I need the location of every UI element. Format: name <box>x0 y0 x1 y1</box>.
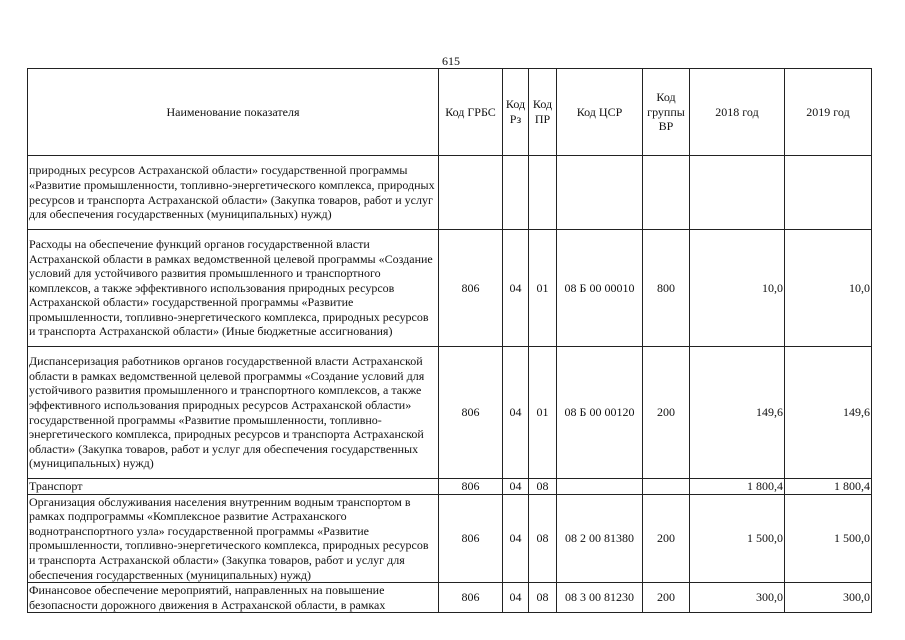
row-2019: 149,6 <box>785 347 872 479</box>
row-csr: 08 2 00 81380 <box>557 494 643 583</box>
row-rz: 04 <box>503 347 529 479</box>
row-pr <box>529 156 557 230</box>
row-2018: 1 500,0 <box>690 494 785 583</box>
row-2019 <box>785 156 872 230</box>
header-rz: Код Рз <box>503 69 529 156</box>
row-grbs: 806 <box>439 494 503 583</box>
row-csr <box>557 479 643 495</box>
row-csr <box>557 156 643 230</box>
row-rz <box>503 156 529 230</box>
table-row <box>28 494 872 583</box>
row-2019: 300,0 <box>785 583 872 613</box>
row-vr: 200 <box>643 494 690 583</box>
row-name: природных ресурсов Астраханской области» государственной программы «Развитие промышленности, топливно-энергетического комплекса, природных ресурсов и транспорта Астраханской области» (Закупка товаров, работ и услуг для обеспечения государственных (муниципальных) нужд) <box>28 156 439 230</box>
row-grbs <box>439 156 503 230</box>
row-rz: 04 <box>503 230 529 347</box>
row-name: Финансовое обеспечение мероприятий, направленных на повышение безопасности дорожного движения в Астраханской области, в рамках <box>28 583 439 613</box>
row-grbs: 806 <box>439 230 503 347</box>
row-vr <box>643 479 690 495</box>
row-vr: 200 <box>643 347 690 479</box>
row-rz: 04 <box>503 494 529 583</box>
table-row <box>28 479 872 495</box>
header-csr: Код ЦСР <box>557 69 643 156</box>
header-vr: Код группы ВР <box>643 69 690 156</box>
row-pr: 08 <box>529 583 557 613</box>
table-row <box>28 230 872 347</box>
header-2019: 2019 год <box>785 69 872 156</box>
row-vr <box>643 156 690 230</box>
row-2019: 1 800,4 <box>785 479 872 495</box>
header-grbs: Код ГРБС <box>439 69 503 156</box>
row-2018: 10,0 <box>690 230 785 347</box>
header-pr: Код ПР <box>529 69 557 156</box>
row-name: Организация обслуживания населения внутренним водным транспортом в рамках подпрограммы «Комплексное развитие Астраханского воднотранспортного узла» государственной программы «Развитие промышленности, топливно-энергетического комплекса, природных ресурсов и транспорта Астраханской области» (Закупка товаров, работ и услуг для обеспечения государственных (муниципальных) нужд) <box>28 494 439 583</box>
row-2018: 300,0 <box>690 583 785 613</box>
row-2018: 149,6 <box>690 347 785 479</box>
row-2019: 10,0 <box>785 230 872 347</box>
row-name: Диспансеризация работников органов государственной власти Астраханской области в рамках ведомственной целевой программы «Создание условий для устойчивого развития промышленного и транспортного комплексов, а также эффективного использования природных ресурсов Астраханской области» государственной программы «Развитие промышленности, топливно-энергетического комплекса, природных ресурсов и транспорта Астраханской области» (Закупка товаров, работ и услуг для обеспечения государственных (муниципальных) нужд) <box>28 347 439 479</box>
header-name: Наименование показателя <box>28 69 439 156</box>
table-row <box>28 583 872 613</box>
row-rz: 04 <box>503 479 529 495</box>
table-header-row <box>28 69 872 156</box>
row-pr: 08 <box>529 494 557 583</box>
row-rz: 04 <box>503 583 529 613</box>
row-2018 <box>690 156 785 230</box>
page-number: 615 <box>442 54 460 68</box>
row-vr: 200 <box>643 583 690 613</box>
row-grbs: 806 <box>439 583 503 613</box>
row-pr: 01 <box>529 347 557 479</box>
row-2018: 1 800,4 <box>690 479 785 495</box>
row-csr: 08 3 00 81230 <box>557 583 643 613</box>
row-grbs: 806 <box>439 479 503 495</box>
row-name: Транспорт <box>28 479 439 495</box>
row-pr: 08 <box>529 479 557 495</box>
table-row <box>28 156 872 230</box>
budget-table <box>27 68 872 613</box>
header-2018: 2018 год <box>690 69 785 156</box>
row-grbs: 806 <box>439 347 503 479</box>
table-row <box>28 347 872 479</box>
row-pr: 01 <box>529 230 557 347</box>
row-name: Расходы на обеспечение функций органов государственной власти Астраханской области в рамках ведомственной целевой программы «Создание условий для устойчивого развития промышленного и транспортного комплексов, а также эффективного использования природных ресурсов Астраханской области» государственной программы «Развитие промышленности, топливно-энергетического комплекса, природных ресурсов и транспорта Астраханской области» (Иные бюджетные ассигнования) <box>28 230 439 347</box>
row-csr: 08 Б 00 00120 <box>557 347 643 479</box>
row-2019: 1 500,0 <box>785 494 872 583</box>
row-vr: 800 <box>643 230 690 347</box>
row-csr: 08 Б 00 00010 <box>557 230 643 347</box>
